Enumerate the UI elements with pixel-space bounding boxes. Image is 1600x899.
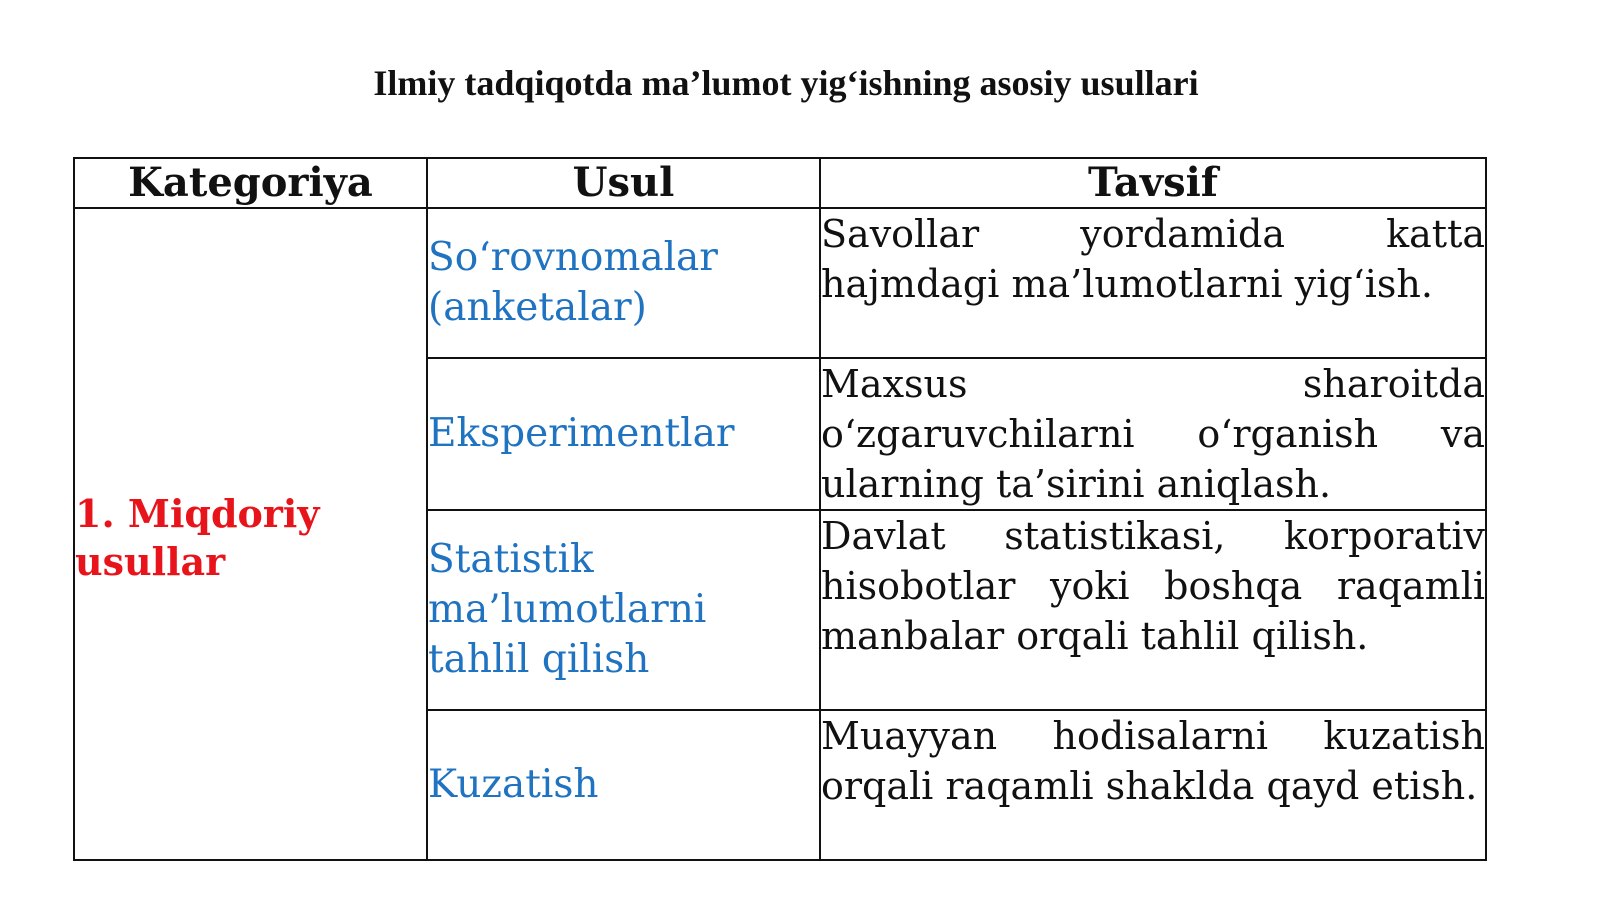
method-label: Eksperimentlar (428, 411, 735, 456)
method-cell (427, 710, 820, 860)
method-label: Statistik ma’lumotlarni tahlil qilish (428, 537, 707, 682)
table-header-row (74, 158, 1486, 208)
description-cell (820, 710, 1486, 860)
category-cell (74, 208, 427, 860)
method-cell (427, 358, 820, 510)
method-cell (427, 208, 820, 358)
category-label: 1. Miqdoriy usullar (75, 491, 320, 584)
description-cell (820, 510, 1486, 710)
header-usul: Usul (427, 158, 820, 208)
description-text: Maxsus sharoitda o‘zgaruvchilarni o‘rganish va ularning ta’sirini aniqlash. (821, 362, 1485, 506)
header-tavsif: Tavsif (820, 158, 1486, 208)
method-cell (427, 510, 820, 710)
header-kategoriya: Kategoriya (74, 158, 427, 208)
description-text: Savollar yordamida katta hajmdagi ma’lumotlarni yig‘ish. (821, 212, 1485, 306)
description-text: Muayyan hodisalarni kuzatish orqali raqamli shaklda qayd etish. (821, 714, 1485, 808)
description-text: Davlat statistikasi, korporativ hisobotlar yoki boshqa raqamli manbalar orqali tahlil qilish. (821, 514, 1485, 658)
methods-table (73, 157, 1487, 861)
method-label: Kuzatish (428, 762, 599, 807)
method-label: So‘rovnomalar (anketalar) (428, 235, 718, 330)
description-cell (820, 208, 1486, 358)
page-title: Ilmiy tadqiqotda ma’lumot yig‘ishning asosiy usullari (373, 63, 1199, 103)
table-row (74, 208, 1486, 358)
description-cell (820, 358, 1486, 510)
